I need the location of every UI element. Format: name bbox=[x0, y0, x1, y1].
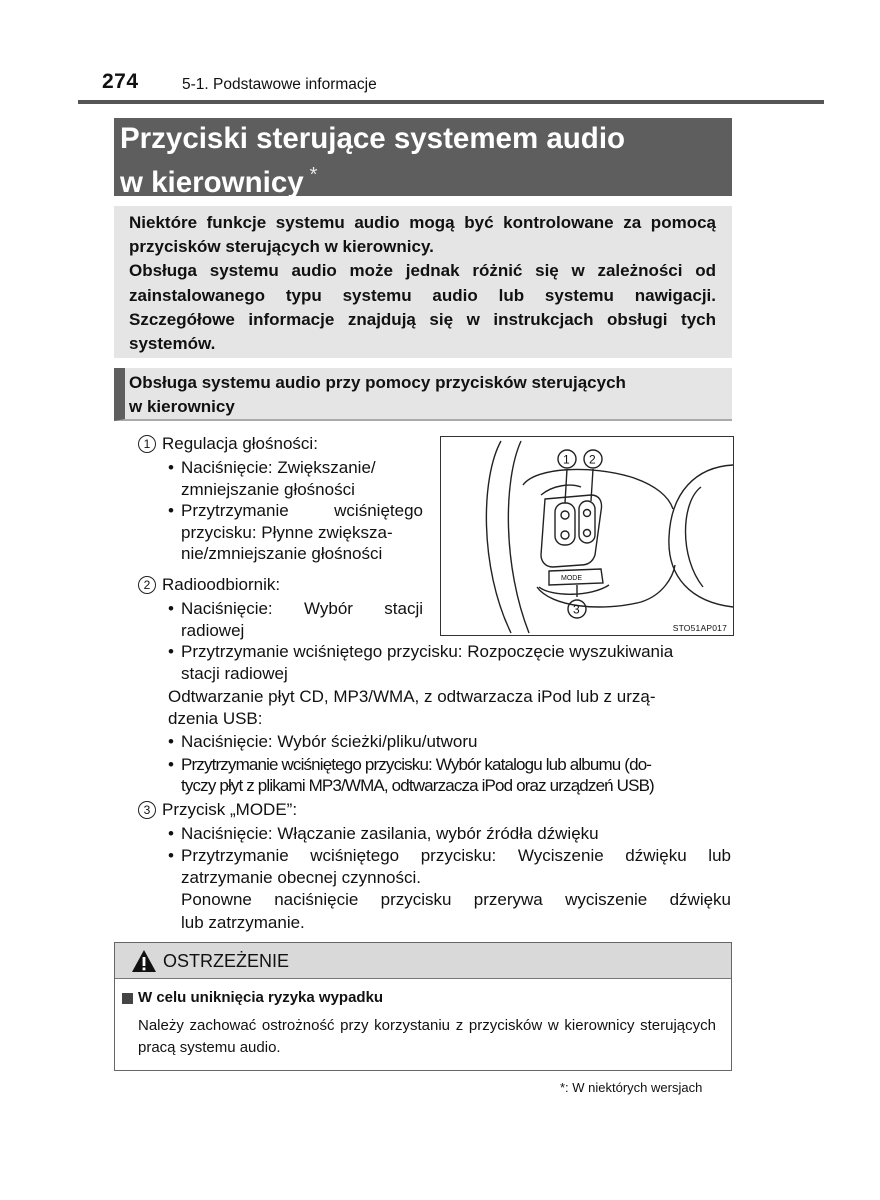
warning-label: OSTRZEŻENIE bbox=[163, 951, 290, 971]
subheading-line1: Obsługa systemu audio przy pomocy przycisków sterujących bbox=[129, 373, 626, 392]
subheading-line2: w kierownicy bbox=[129, 397, 235, 416]
page-title-line1: Przyciski sterujące systemem audio bbox=[120, 122, 626, 155]
bullet-icon: • bbox=[168, 642, 174, 661]
number-2-icon: 2 bbox=[138, 576, 156, 594]
figure-callout-3: 3 bbox=[573, 602, 580, 617]
number-1-icon: 1 bbox=[138, 435, 156, 453]
bullet-icon: • bbox=[168, 599, 174, 618]
mode-button-label: MODE bbox=[561, 575, 582, 582]
item-1-bullets: • Naciśnięcie: Zwiększanie/ zmniejszanie głośności • Przytrzymanie wciśniętego przycisku: Płynne zwiększa- nie/zmniejszanie głośności bbox=[168, 458, 423, 563]
intro-paragraph-2: Obsługa systemu audio może jednak różnić się w zależności od zainstalowanego typu systemu audio lub systemu nawigacji. Szczegółowe informacje znajdują się w instrukcjach obsługi tych systemów. bbox=[129, 261, 716, 354]
warning-body: Należy zachować ostrożność przy korzystaniu z przycisków w kierownicy sterujących pracą systemu audio. bbox=[138, 1017, 716, 1056]
bullet-icon: • bbox=[168, 824, 174, 843]
warning-box bbox=[114, 942, 732, 1071]
item-1-title: 1 Regulacja głośności: bbox=[138, 433, 318, 455]
subheading bbox=[114, 368, 732, 421]
item-2-title: 2 Radioodbiornik: bbox=[138, 574, 280, 596]
intro-box bbox=[114, 206, 732, 358]
figure-callout-2: 2 bbox=[589, 452, 596, 467]
page-number: 274 bbox=[102, 70, 139, 93]
bullet-icon: • bbox=[168, 732, 174, 751]
steering-wheel-drawing bbox=[441, 437, 733, 635]
page-title bbox=[114, 118, 732, 199]
figure-callout-1: 1 bbox=[563, 452, 570, 467]
figure-code: STO51AP017 bbox=[672, 623, 727, 633]
steering-switch-illustration bbox=[440, 436, 734, 636]
square-bullet-icon bbox=[122, 993, 133, 1004]
page-title-line2: w kierownicy bbox=[120, 166, 304, 199]
footnote: *: W niektórych wersjach bbox=[560, 1080, 703, 1095]
header-rule bbox=[78, 100, 824, 104]
intro-paragraph-1: Niektóre funkcje systemu audio mogą być kontrolowane za pomocą przycisków sterujących w kierownicy. bbox=[129, 213, 716, 257]
warning-triangle-icon bbox=[131, 949, 157, 973]
warning-subheading: W celu uniknięcia ryzyka wypadku bbox=[138, 989, 384, 1006]
item-2-bullets: • Naciśnięcie: Wybór stacji radiowej • Przytrzymanie wciśniętego przycisku: Rozpoczęcie wyszukiwania stacji radiowej Odtwarzanie płyt CD, MP3/WMA, z odtwarzacza iPod lub z urzą- dzenia USB: • Naciśnięcie: Wybór ścieżki/pliku/utworu • Przytrzymanie wciśniętego przycisku: Wybór katalogu lub albumu (do- tyczy płyt z plikami MP3/WMA, odtwarzacza iPod oraz urządzeń USB) bbox=[168, 599, 674, 795]
number-3-icon: 3 bbox=[138, 801, 156, 819]
item-3-bullets: • Naciśnięcie: Włączanie zasilania, wybór źródła dźwięku • Przytrzymanie wciśniętego przycisku: Wyciszenie dźwięku lub zatrzymanie obecnej czynności. Ponowne naciśnięcie przycisku przerywa wyciszenie dźwięku lub zatrzymanie. bbox=[168, 824, 731, 932]
bullet-icon: • bbox=[168, 846, 174, 865]
section-title: 5-1. Podstawowe informacje bbox=[182, 76, 377, 93]
warning-header bbox=[115, 943, 731, 979]
item-3-title: 3 Przycisk „MODE”: bbox=[138, 799, 297, 821]
bullet-icon: • bbox=[168, 755, 174, 774]
bullet-icon: • bbox=[168, 458, 174, 477]
title-asterisk: * bbox=[309, 164, 318, 186]
bullet-icon: • bbox=[168, 501, 174, 520]
